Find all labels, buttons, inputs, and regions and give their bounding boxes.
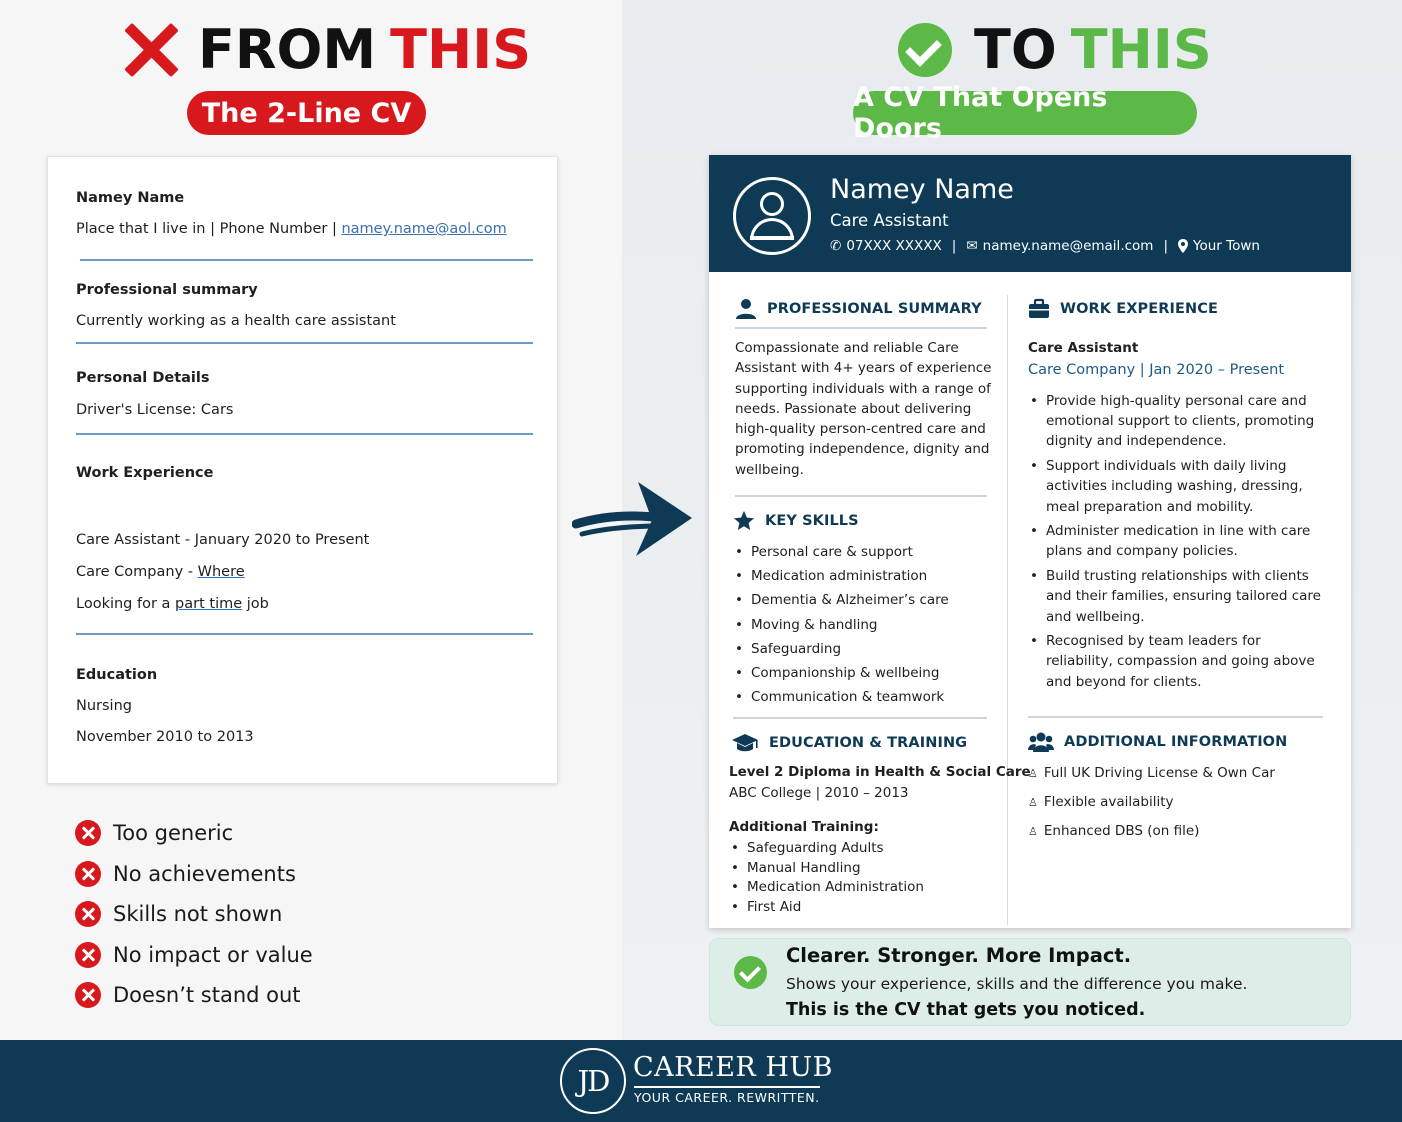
training-item: • Manual Handling bbox=[729, 859, 924, 879]
callout-tagline: This is the CV that gets you noticed. bbox=[786, 1000, 1146, 1020]
new-cv-label: A CV That Opens Doors bbox=[853, 91, 1197, 135]
job-bullets bbox=[1028, 391, 1321, 692]
old-cv-work-line1: Care Assistant - January 2020 to Present bbox=[76, 532, 370, 548]
issue-item bbox=[75, 894, 313, 935]
old-cv-work-line3 bbox=[76, 596, 269, 612]
graduation-cap-icon bbox=[731, 732, 759, 754]
divider bbox=[735, 495, 987, 497]
summary-line: Assistant with 4+ years of experience bbox=[735, 360, 992, 377]
job-bullet-line: • Support individuals with daily living bbox=[1046, 458, 1287, 475]
cv-name: Namey Name bbox=[830, 174, 1014, 205]
section-summary-title bbox=[735, 298, 982, 320]
brand-tagline: YOUR CAREER. REWRITTEN. bbox=[634, 1090, 820, 1105]
new-cv-card bbox=[709, 155, 1351, 928]
old-cv-where: Where bbox=[197, 564, 245, 580]
additional-label: Flexible availability bbox=[1043, 794, 1174, 810]
section-education-title bbox=[731, 732, 967, 754]
old-cv-education-heading: Education bbox=[76, 667, 158, 683]
additional-item bbox=[1028, 765, 1275, 781]
job-bullet-line: • Build trusting relationships with clients bbox=[1046, 568, 1309, 585]
separator: | bbox=[951, 238, 957, 254]
person-icon bbox=[735, 298, 757, 320]
issue-item bbox=[75, 975, 313, 1016]
training-heading: Additional Training: bbox=[729, 819, 879, 835]
phone-icon: ✆ bbox=[830, 238, 842, 254]
divider bbox=[634, 1086, 820, 1088]
section-work-title bbox=[1028, 298, 1218, 320]
old-cv-work-line2 bbox=[76, 564, 245, 580]
to-heading bbox=[898, 18, 1212, 81]
job-bullet-line: and wellbeing. bbox=[1046, 608, 1145, 625]
column-divider bbox=[1007, 295, 1008, 925]
brand-name: CAREER HUB bbox=[633, 1052, 833, 1083]
job-bullet bbox=[1028, 521, 1321, 561]
skill-item: • Dementia & Alzheimer’s care bbox=[733, 588, 949, 612]
cv-header bbox=[709, 155, 1351, 272]
education-school: ABC College | 2010 – 2013 bbox=[729, 785, 909, 801]
old-cv-contact bbox=[76, 221, 507, 237]
section-summary-label: PROFESSIONAL SUMMARY bbox=[767, 301, 982, 317]
skill-item: • Communication & teamwork bbox=[733, 685, 949, 709]
footer bbox=[0, 1040, 1402, 1122]
old-cv-name: Namey Name bbox=[76, 190, 185, 206]
person-outline-icon: ♙ bbox=[1028, 824, 1038, 838]
old-cv-job: job bbox=[242, 596, 269, 612]
divider bbox=[76, 433, 533, 435]
arrow-icon bbox=[572, 476, 696, 562]
job-bullet-line: and beyond for clients. bbox=[1046, 673, 1202, 690]
person-outline-icon: ♙ bbox=[1028, 795, 1038, 809]
x-circle-icon bbox=[75, 901, 101, 927]
old-cv-looking: Looking for a bbox=[76, 596, 176, 612]
issue-item bbox=[75, 935, 313, 976]
issue-label: No achievements bbox=[113, 861, 296, 886]
section-additional-label: ADDITIONAL INFORMATION bbox=[1064, 734, 1288, 750]
old-cv-personal-text: Driver's License: Cars bbox=[76, 402, 234, 418]
cv-email[interactable]: namey.name@email.com bbox=[982, 238, 1154, 254]
from-word: FROM bbox=[198, 18, 377, 81]
separator: | bbox=[1163, 238, 1168, 254]
pin-icon bbox=[1178, 239, 1188, 253]
callout-body: Shows your experience, skills and the difference you make. bbox=[786, 975, 1248, 993]
summary-text bbox=[735, 338, 992, 480]
divider bbox=[733, 717, 987, 719]
skill-item: • Safeguarding bbox=[733, 637, 949, 661]
additional-item bbox=[1028, 794, 1174, 810]
skill-item: • Personal care & support bbox=[733, 540, 949, 564]
additional-item bbox=[1028, 823, 1199, 839]
old-cv-label: The 2-Line CV bbox=[187, 91, 426, 135]
person-outline-icon: ♙ bbox=[1028, 766, 1038, 780]
cv-contact-row bbox=[830, 238, 1260, 254]
job-bullet bbox=[1028, 631, 1321, 692]
old-cv-education-line1: Nursing bbox=[76, 698, 132, 714]
job-bullet-line: emotional support to clients, promoting bbox=[1046, 413, 1315, 430]
x-circle-icon bbox=[75, 861, 101, 887]
old-cv-summary-heading: Professional summary bbox=[76, 282, 258, 298]
additional-label: Full UK Driving License & Own Car bbox=[1043, 765, 1275, 781]
mail-icon: ✉ bbox=[966, 238, 978, 254]
divider bbox=[80, 259, 533, 261]
section-work-label: WORK EXPERIENCE bbox=[1060, 301, 1219, 317]
section-additional-title bbox=[1028, 731, 1287, 753]
issues-list bbox=[75, 813, 313, 1016]
issue-item bbox=[75, 854, 313, 895]
job-bullet-line: activities including washing, dressing, bbox=[1046, 478, 1303, 495]
avatar-icon bbox=[733, 177, 811, 255]
cv-town: Your Town bbox=[1193, 238, 1260, 254]
summary-line: promoting independence, dignity and bbox=[735, 441, 990, 458]
old-cv-summary-text: Currently working as a health care assistant bbox=[76, 313, 396, 329]
section-skills-label: KEY SKILLS bbox=[765, 513, 859, 529]
briefcase-icon bbox=[1028, 298, 1050, 320]
skill-item: • Companionship & wellbeing bbox=[733, 661, 949, 685]
from-this-word: THIS bbox=[390, 18, 532, 81]
skills-list bbox=[733, 540, 949, 709]
training-list bbox=[729, 839, 924, 918]
job-bullet bbox=[1028, 566, 1321, 627]
job-company: Care Company | Jan 2020 – Present bbox=[1028, 362, 1285, 378]
logo-icon: JD bbox=[560, 1048, 626, 1114]
job-bullet-line: meal preparation and mobility. bbox=[1046, 498, 1254, 515]
old-cv-email-link[interactable]: namey.name@aol.com bbox=[341, 221, 507, 237]
summary-line: supporting individuals with a range of bbox=[735, 380, 991, 397]
x-circle-icon bbox=[75, 982, 101, 1008]
callout-headline: Clearer. Stronger. More Impact. bbox=[786, 944, 1132, 967]
people-icon bbox=[1028, 731, 1054, 753]
issue-label: Too generic bbox=[113, 821, 234, 846]
job-title: Care Assistant bbox=[1028, 340, 1139, 356]
issue-label: Skills not shown bbox=[113, 902, 283, 927]
old-cv-contact-text: Place that I live in | Phone Number | bbox=[76, 221, 342, 237]
to-this-word: THIS bbox=[1070, 18, 1212, 81]
star-icon bbox=[733, 510, 755, 532]
section-education-label: EDUCATION & TRAINING bbox=[769, 735, 968, 751]
old-cv-card bbox=[47, 156, 558, 784]
divider bbox=[76, 633, 533, 635]
summary-line: high-quality person-centred care and bbox=[735, 421, 986, 438]
divider bbox=[76, 342, 533, 344]
old-cv-personal-heading: Personal Details bbox=[76, 370, 210, 386]
training-item: • First Aid bbox=[729, 898, 924, 918]
cv-phone: 07XXX XXXXX bbox=[846, 238, 942, 254]
issue-label: No impact or value bbox=[113, 942, 313, 967]
old-cv-part-time: part time bbox=[175, 596, 243, 612]
job-bullet-line: reliability, compassion and going above bbox=[1046, 653, 1315, 670]
divider bbox=[735, 327, 987, 329]
skill-item: • Moving & handling bbox=[733, 613, 949, 637]
old-cv-education-line2: November 2010 to 2013 bbox=[76, 729, 254, 745]
job-bullet-line: plans and company policies. bbox=[1046, 543, 1238, 560]
divider bbox=[1028, 716, 1323, 718]
old-cv-work-heading: Work Experience bbox=[76, 465, 214, 481]
summary-line: needs. Passionate about delivering bbox=[735, 400, 972, 417]
check-icon bbox=[898, 23, 952, 77]
job-bullet-line: • Administer medication in line with care bbox=[1046, 523, 1311, 540]
x-icon bbox=[122, 21, 180, 79]
to-word: TO bbox=[974, 18, 1057, 81]
x-circle-icon bbox=[75, 942, 101, 968]
summary-line: Compassionate and reliable Care bbox=[735, 340, 959, 356]
job-bullet-line: dignity and independence. bbox=[1046, 433, 1227, 450]
from-heading bbox=[122, 18, 531, 81]
cv-role: Care Assistant bbox=[830, 211, 949, 230]
education-qualification: Level 2 Diploma in Health & Social Care bbox=[729, 764, 1031, 780]
job-bullet-line: • Recognised by team leaders for bbox=[1046, 633, 1261, 650]
job-bullet-line: • Provide high-quality personal care and bbox=[1046, 393, 1307, 409]
skill-item: • Medication administration bbox=[733, 564, 949, 588]
summary-line: wellbeing. bbox=[735, 461, 804, 478]
old-cv-company: Care Company - bbox=[76, 564, 198, 580]
callout-box bbox=[709, 938, 1351, 1026]
check-icon bbox=[734, 956, 767, 989]
job-bullet bbox=[1028, 456, 1321, 517]
section-skills-title bbox=[733, 510, 859, 532]
additional-label: Enhanced DBS (on file) bbox=[1043, 823, 1200, 839]
job-bullet bbox=[1028, 391, 1321, 452]
training-item: • Medication Administration bbox=[729, 878, 924, 898]
job-bullet-line: and their families, ensuring tailored care bbox=[1046, 588, 1321, 605]
training-item: • Safeguarding Adults bbox=[729, 839, 924, 859]
x-circle-icon bbox=[75, 820, 101, 846]
issue-item bbox=[75, 813, 313, 854]
issue-label: Doesn’t stand out bbox=[113, 983, 301, 1008]
